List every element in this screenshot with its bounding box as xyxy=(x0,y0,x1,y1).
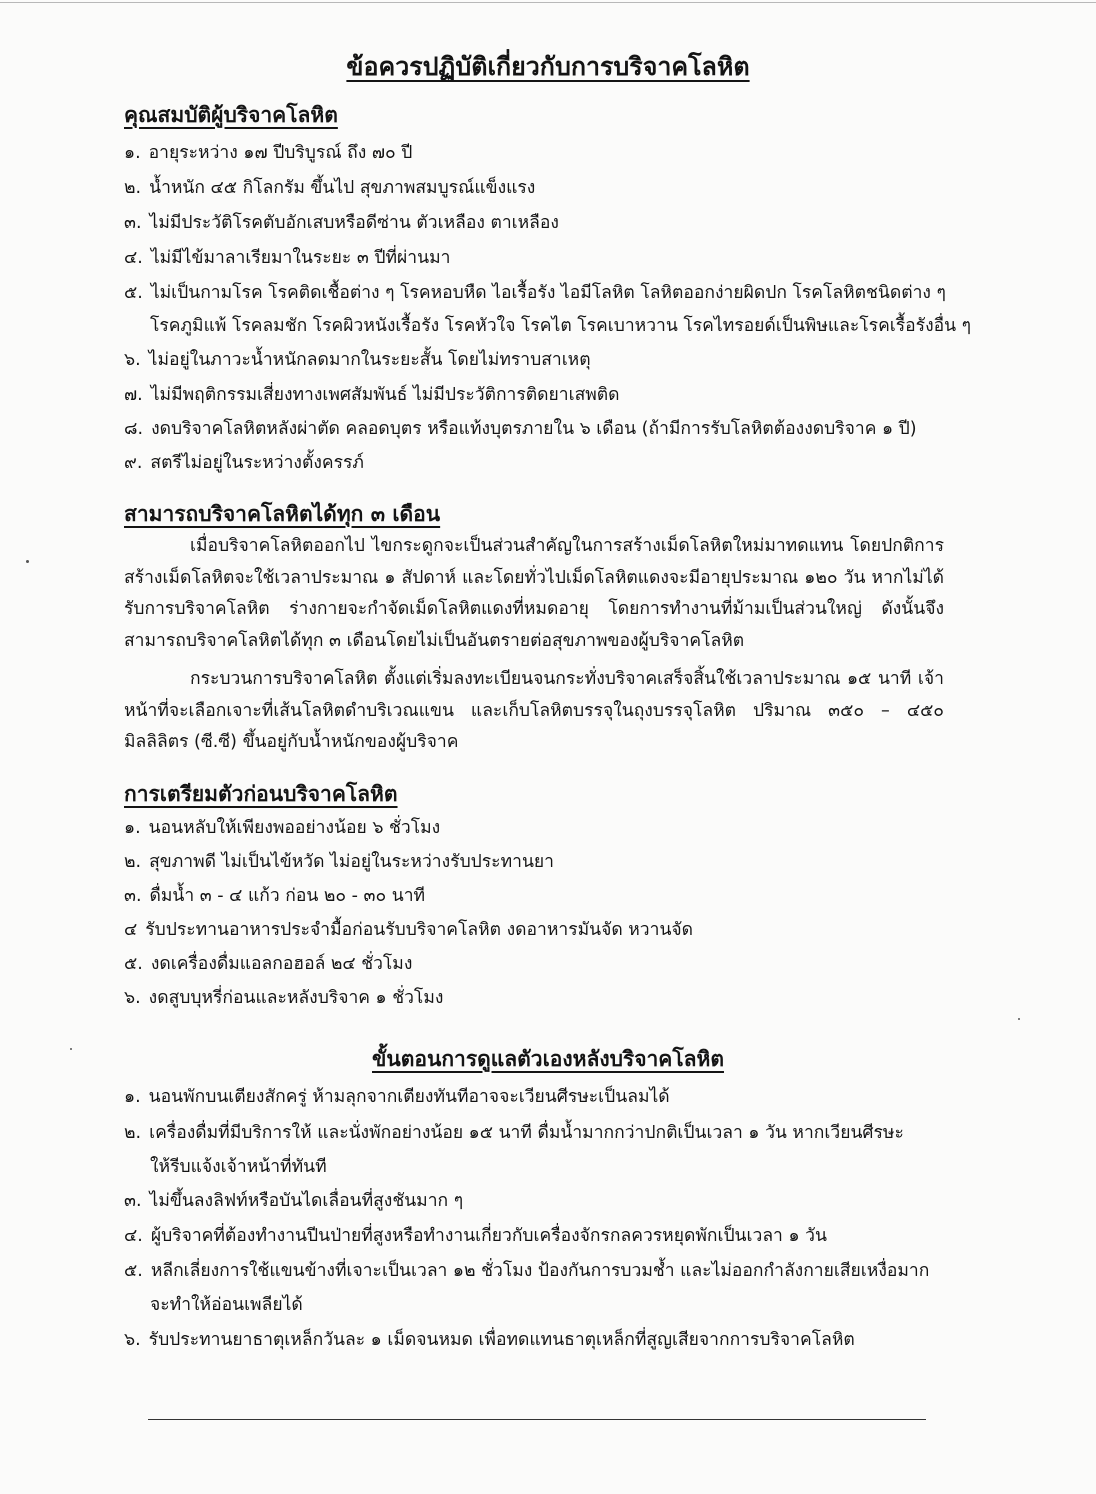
list-item: ๔. ไม่มีไข้มาลาเรียมาในระยะ ๓ ปีที่ผ่านมา xyxy=(124,248,451,268)
list-item-continuation: โรคภูมิแพ้ โรคลมชัก โรคผิวหนังเรื้อรัง โรคหัวใจ โรคไต โรคเบาหวาน โรคไทรอยด์เป็นพิษและโรคเรื้อรังอื่น ๆ xyxy=(150,316,972,336)
list-item: ๔. ผู้บริจาคที่ต้องทำงานปีนป่ายที่สูงหรือทำงานเกี่ยวกับเครื่องจักรกลควรหยุดพักเป็นเวลา ๑ วัน xyxy=(124,1226,827,1246)
scan-top-edge xyxy=(0,2,1096,3)
list-item: ๕. หลีกเลี่ยงการใช้แขนข้างที่เจาะเป็นเวลา ๑๒ ชั่วโมง ป้องกันการบวมช้ำ และไม่ออกกำลังกายเสียเหงื่อมาก xyxy=(124,1261,930,1281)
list-item: ๖. งดสูบบุหรี่ก่อนและหลังบริจาค ๑ ชั่วโมง xyxy=(124,988,444,1008)
list-item: ๘. งดบริจาคโลหิตหลังผ่าตัด คลอดบุตร หรือแท้งบุตรภายใน ๖ เดือน (ถ้ามีการรับโลหิตต้องงดบริจาค ๑ ปี) xyxy=(124,419,917,439)
donation-interval-paragraph-2: กระบวนการบริจาคโลหิต ตั้งแต่เริ่มลงทะเบียนจนกระทั่งบริจาคเสร็จสิ้นใช้เวลาประมาณ ๑๕ นาที เจ้าหน้าที่จะเลือกเจาะที่เส้นโลหิตดำบริเวณแขน และเก็บโลหิตบรรจุในถุงบรรจุโลหิต ปริมาณ ๓๕๐ – ๔๕๐ มิลลิลิตร (ซี.ซี) ขึ้นอยู่กับน้ำหนักของผู้บริจาค xyxy=(124,669,944,752)
list-item-continuation: ให้รีบแจ้งเจ้าหน้าที่ทันที xyxy=(150,1157,327,1177)
list-item: ๙. สตรีไม่อยู่ในระหว่างตั้งครรภ์ xyxy=(124,453,364,473)
list-item: ๑. นอนหลับให้เพียงพออย่างน้อย ๖ ชั่วโมง xyxy=(124,818,441,838)
list-item: ๒. เครื่องดื่มที่มีบริการให้ และนั่งพักอย่างน้อย ๑๕ นาที ดื่มน้ำมากกว่าปกติเป็นเวลา ๑ วัน หากเวียนศีรษะ xyxy=(124,1123,904,1143)
list-item-continuation: จะทำให้อ่อนเพลียได้ xyxy=(150,1295,303,1315)
list-item: ๓. ไม่มีประวัติโรคตับอักเสบหรือดีซ่าน ตัวเหลือง ตาเหลือง xyxy=(124,213,559,233)
list-item: ๖. ไม่อยู่ในภาวะน้ำหนักลดมากในระยะสั้น โดยไม่ทราบสาเหตุ xyxy=(124,350,591,370)
list-item: ๑. นอนพักบนเตียงสักครู่ ห้ามลุกจากเตียงทันทีอาจจะเวียนศีรษะเป็นลมได้ xyxy=(124,1087,670,1107)
list-item: ๓. ดื่มน้ำ ๓ - ๔ แก้ว ก่อน ๒๐ - ๓๐ นาที xyxy=(124,886,426,906)
list-item: ๔ รับประทานอาหารประจำมื้อก่อนรับบริจาคโลหิต งดอาหารมันจัด หวานจัด xyxy=(124,920,694,940)
scan-speck xyxy=(26,560,29,563)
list-item: ๗. ไม่มีพฤติกรรมเสี่ยงทางเพศสัมพันธ์ ไม่มีประวัติการติดยาเสพติด xyxy=(124,385,620,405)
list-item: ๖. รับประทานยาธาตุเหล็กวันละ ๑ เม็ดจนหมด เพื่อทดแทนธาตุเหล็กที่สูญเสียจากการบริจาคโลหิต xyxy=(124,1330,855,1350)
list-item: ๒. สุขภาพดี ไม่เป็นไข้หวัด ไม่อยู่ในระหว่างรับประทานยา xyxy=(124,852,554,872)
aftercare-heading: ขั้นตอนการดูแลตัวเองหลังบริจาคโลหิต xyxy=(372,1047,724,1071)
qualifications-heading: คุณสมบัติผู้บริจาคโลหิต xyxy=(124,103,338,127)
list-item: ๒. น้ำหนัก ๔๕ กิโลกรัม ขึ้นไป สุขภาพสมบูรณ์แข็งแรง xyxy=(124,178,536,198)
scan-speck xyxy=(1018,1018,1020,1020)
list-item: ๕. งดเครื่องดื่มแอลกอฮอล์ ๒๔ ชั่วโมง xyxy=(124,954,413,974)
list-item: ๕. ไม่เป็นกามโรค โรคติดเชื้อต่าง ๆ โรคหอบหืด ไอเรื้อรัง ไอมีโลหิต โลหิตออกง่ายผิดปก โรคโลหิตชนิดต่าง ๆ xyxy=(124,283,946,303)
donation-interval-heading: สามารถบริจาคโลหิตได้ทุก ๓ เดือน xyxy=(124,502,441,526)
list-item: ๓. ไม่ขึ้นลงลิฟท์หรือบันไดเลื่อนที่สูงชันมาก ๆ xyxy=(124,1191,464,1211)
list-item: ๑. อายุระหว่าง ๑๗ ปีบริบูรณ์ ถึง ๗๐ ปี xyxy=(124,143,413,163)
document-title: ข้อควรปฏิบัติเกี่ยวกับการบริจาคโลหิต xyxy=(346,52,750,81)
donation-interval-paragraph-1: เมื่อบริจาคโลหิตออกไป ไขกระดูกจะเป็นส่วนสำคัญในการสร้างเม็ดโลหิตใหม่มาทดแทน โดยปกติการสร้างเม็ดโลหิตจะใช้เวลาประมาณ ๑ สัปดาห์ และโดยทั่วไปเม็ดโลหิตแดงจะมีอายุประมาณ ๑๒๐ วัน หากไม่ได้รับการบริจาคโลหิต ร่างกายจะกำจัดเม็ดโลหิตแดงที่หมดอายุ โดยการทำงานที่ม้ามเป็นส่วนใหญ่ ดังนั้นจึงสามารถบริจาคโลหิตได้ทุก ๓ เดือนโดยไม่เป็นอันตรายต่อสุขภาพของผู้บริจาคโลหิต xyxy=(124,536,944,651)
preparation-heading: การเตรียมตัวก่อนบริจาคโลหิต xyxy=(124,782,398,806)
footer-divider xyxy=(148,1419,926,1420)
